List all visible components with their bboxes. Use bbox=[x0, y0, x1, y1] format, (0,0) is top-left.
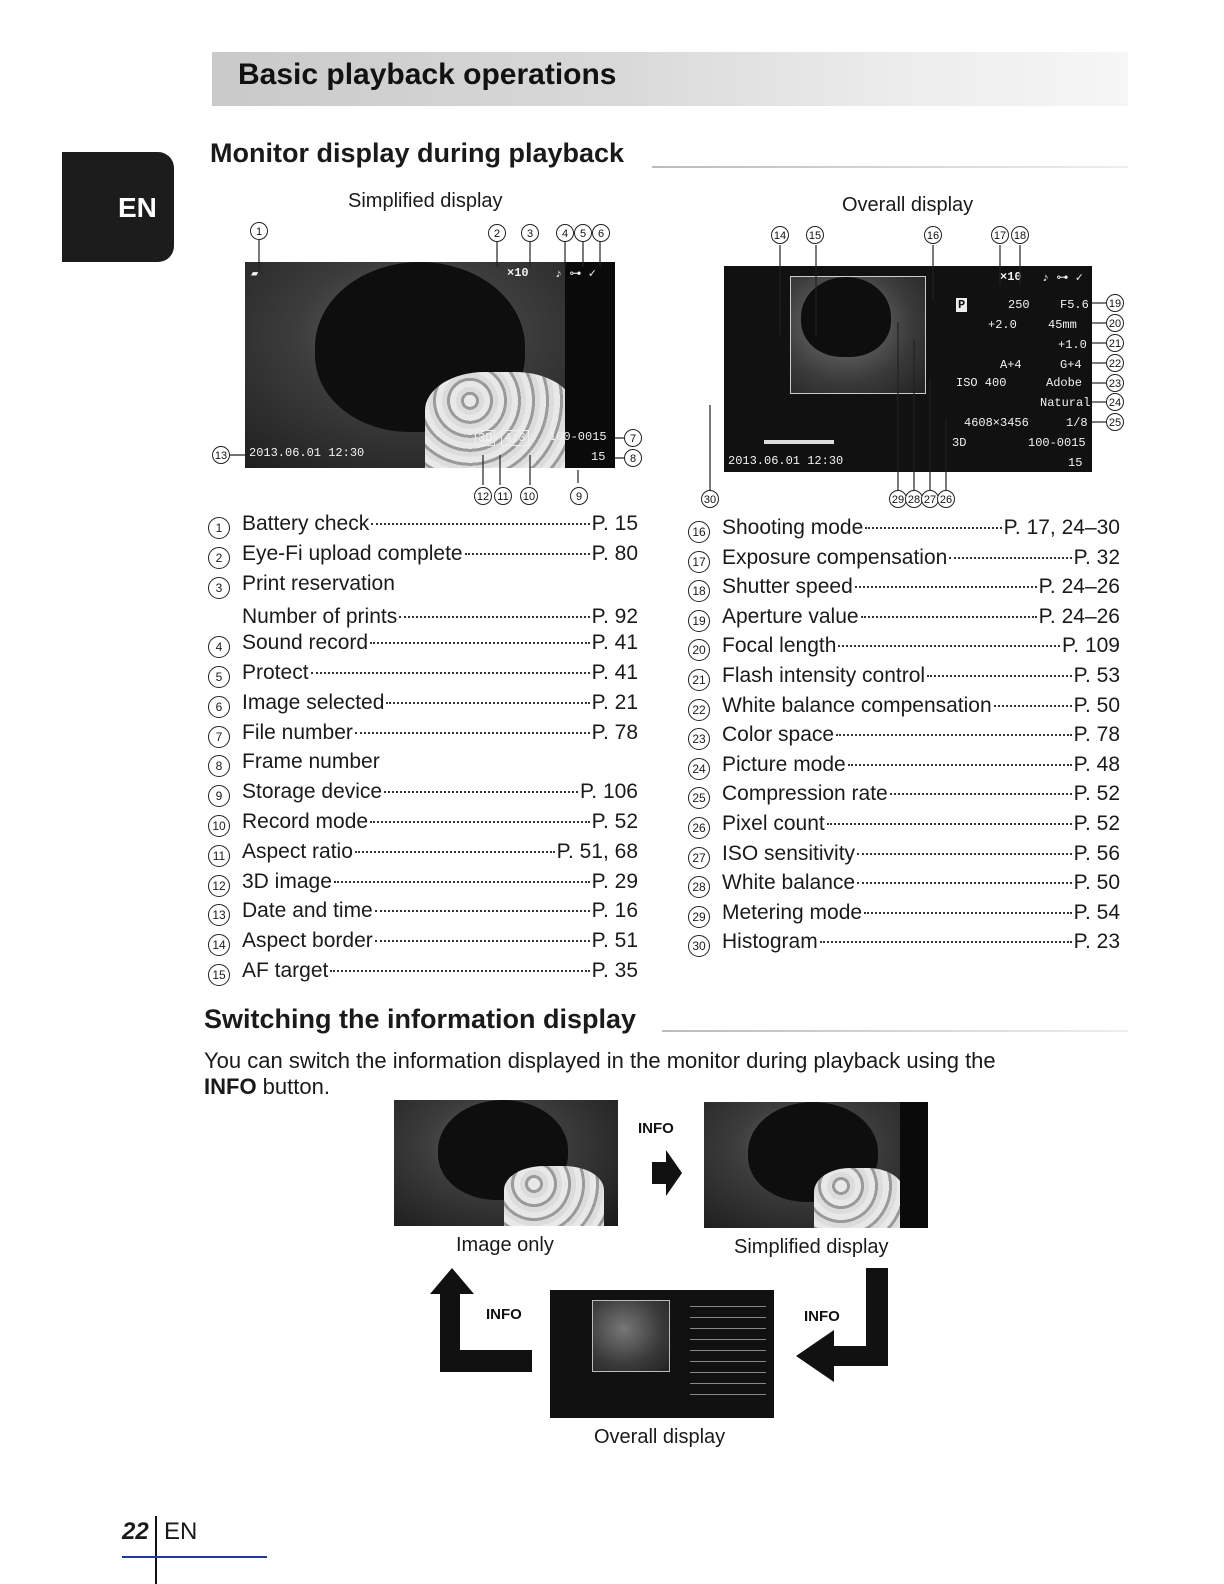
left-list-number: 1 bbox=[208, 517, 230, 539]
footer-divider bbox=[155, 1516, 157, 1584]
overall-protect-icon: ♪ ⊶ ✓ bbox=[1042, 271, 1083, 285]
info-label-right: INFO bbox=[804, 1308, 840, 1325]
right-list-item bbox=[688, 723, 1120, 748]
right-list-label: Histogram bbox=[722, 930, 818, 954]
footer-lang: EN bbox=[164, 1518, 198, 1545]
right-list-leader-dots bbox=[820, 941, 1072, 943]
simplified-date: 2013.06.01 12:30 bbox=[249, 446, 365, 460]
overall-thumb-image bbox=[592, 1300, 670, 1372]
simplified-thumb-caption: Simplified display bbox=[734, 1236, 889, 1258]
overall-frame-number: 15 bbox=[1068, 456, 1083, 470]
callout-30: 30 bbox=[701, 490, 719, 508]
language-tab bbox=[62, 152, 174, 262]
right-list-item bbox=[688, 694, 1120, 719]
left-list-label: Number of prints bbox=[242, 605, 398, 629]
right-list-label: Shutter speed bbox=[722, 575, 853, 599]
simplified-thumb-dress bbox=[814, 1168, 904, 1228]
right-list-label: Aperture value bbox=[722, 604, 859, 628]
right-list-number: 21 bbox=[688, 669, 710, 691]
right-list-number: 19 bbox=[688, 610, 710, 632]
overall-print-count: ×10 bbox=[1000, 270, 1022, 284]
left-list-item bbox=[208, 691, 638, 716]
left-list-item bbox=[208, 572, 638, 597]
right-list-label: White balance bbox=[722, 871, 856, 895]
left-list-page-ref: P. 41 bbox=[591, 631, 638, 655]
protect-icon: ♪ ⊶ ✓ bbox=[555, 267, 596, 281]
left-list-page-ref: P. 41 bbox=[591, 661, 638, 684]
left-list-number: 2 bbox=[208, 547, 230, 569]
right-list-leader-dots bbox=[864, 912, 1072, 914]
callout-23: 23 bbox=[1106, 374, 1124, 392]
left-list-item bbox=[208, 780, 638, 805]
right-list-leader-dots bbox=[927, 675, 1072, 677]
callout-17: 17 bbox=[991, 226, 1009, 244]
simplified-file-number: 100-0015 bbox=[549, 430, 607, 444]
left-list-label: Aspect border bbox=[242, 929, 373, 953]
right-list-label: White balance compensation bbox=[722, 693, 992, 717]
right-list-number: 30 bbox=[688, 935, 710, 957]
left-list-item bbox=[208, 959, 638, 984]
right-list-label: Flash intensity control bbox=[722, 664, 926, 687]
left-list-leader-dots bbox=[370, 821, 590, 823]
callout-13: 13 bbox=[212, 446, 230, 464]
right-list-item bbox=[688, 901, 1120, 926]
left-list-label: Protect bbox=[242, 661, 309, 684]
overall-exposure-comp: +2.0 bbox=[988, 318, 1017, 332]
image-only-screen bbox=[394, 1100, 618, 1226]
overall-flash: +1.0 bbox=[1058, 338, 1087, 352]
callout-18: 18 bbox=[1011, 226, 1029, 244]
callout-19: 19 bbox=[1106, 294, 1124, 312]
right-list-number: 24 bbox=[688, 758, 710, 780]
overall-thumb-screen bbox=[550, 1290, 774, 1418]
right-list-leader-dots bbox=[949, 557, 1071, 559]
left-list-number: 7 bbox=[208, 726, 230, 748]
image-only-dress bbox=[504, 1166, 604, 1226]
callout-11: 11 bbox=[494, 487, 512, 505]
page-title: Basic playback operations bbox=[238, 58, 617, 91]
right-list-leader-dots bbox=[857, 882, 1072, 884]
overall-aperture: F5.6 bbox=[1060, 298, 1089, 312]
right-list-item bbox=[688, 782, 1120, 807]
right-list-leader-dots bbox=[857, 853, 1072, 855]
left-list-label: Battery check bbox=[242, 512, 370, 535]
right-list-page-ref: P. 52 bbox=[1073, 782, 1120, 806]
footer-rule bbox=[122, 1556, 267, 1558]
left-list-number: 4 bbox=[208, 636, 230, 658]
left-list-item bbox=[208, 542, 638, 567]
right-list-item bbox=[688, 634, 1120, 659]
left-list-number: 12 bbox=[208, 875, 230, 897]
right-list-page-ref: P. 24–26 bbox=[1038, 604, 1120, 628]
left-list-leader-dots bbox=[375, 940, 590, 942]
left-list-leader-dots bbox=[355, 851, 555, 853]
left-list-leader-dots bbox=[370, 642, 590, 644]
simplified-print-count: ×10 bbox=[507, 266, 529, 280]
left-list-page-ref: P. 78 bbox=[591, 720, 638, 744]
overall-display-caption: Overall display bbox=[842, 194, 974, 216]
right-list-label: Shooting mode bbox=[722, 516, 864, 539]
right-list-item bbox=[688, 871, 1120, 896]
right-list-label: Metering mode bbox=[722, 900, 863, 924]
right-list-page-ref: P. 56 bbox=[1073, 841, 1120, 865]
info-label-top: INFO bbox=[638, 1120, 674, 1137]
overall-thumb-info bbox=[690, 1300, 766, 1400]
right-list-number: 25 bbox=[688, 787, 710, 809]
switching-text-line2 bbox=[204, 1074, 330, 1100]
callout-2: 2 bbox=[488, 224, 506, 242]
right-list-leader-dots bbox=[994, 705, 1072, 707]
battery-icon: ▰ bbox=[251, 267, 259, 281]
overall-picture-mode: Natural bbox=[1040, 396, 1091, 410]
simplified-thumb-screen bbox=[704, 1102, 928, 1228]
left-list-label: Image selected bbox=[242, 690, 385, 714]
callout-9: 9 bbox=[570, 487, 588, 505]
overall-compression: 1/8 bbox=[1066, 416, 1088, 430]
right-list-number: 26 bbox=[688, 817, 710, 839]
callout-16: 16 bbox=[924, 226, 942, 244]
right-list-leader-dots bbox=[836, 734, 1072, 736]
left-list-label: Storage device bbox=[242, 780, 383, 804]
callout-4: 4 bbox=[556, 224, 574, 242]
right-list-leader-dots bbox=[838, 645, 1060, 647]
left-list-leader-dots bbox=[334, 881, 590, 883]
right-list-number: 22 bbox=[688, 699, 710, 721]
callout-7: 7 bbox=[624, 429, 642, 447]
page-number: 22 bbox=[122, 1518, 149, 1545]
left-list-number: 9 bbox=[208, 785, 230, 807]
overall-date: 2013.06.01 12:30 bbox=[728, 454, 844, 468]
arrow-right-icon bbox=[650, 1148, 684, 1198]
overall-wb-g: G+4 bbox=[1060, 358, 1082, 372]
overall-callout-lines bbox=[700, 225, 1140, 515]
left-list-label: Print reservation bbox=[242, 571, 395, 595]
left-list-item bbox=[208, 899, 638, 924]
right-list-label: Picture mode bbox=[722, 752, 846, 776]
left-list-label: Record mode bbox=[242, 810, 369, 833]
right-list-leader-dots bbox=[861, 616, 1037, 618]
left-list-item bbox=[208, 810, 638, 835]
callout-14: 14 bbox=[771, 226, 789, 244]
left-list-item bbox=[208, 661, 638, 686]
right-list-leader-dots bbox=[827, 823, 1072, 825]
callout-28: 28 bbox=[905, 490, 923, 508]
callout-10: 10 bbox=[520, 487, 538, 505]
right-list-label: Focal length bbox=[722, 634, 837, 658]
left-list-leader-dots bbox=[399, 616, 589, 618]
right-list-number: 18 bbox=[688, 580, 710, 602]
left-list-leader-dots bbox=[386, 702, 589, 704]
right-list-number: 20 bbox=[688, 639, 710, 661]
left-list-item bbox=[208, 840, 638, 865]
left-list-leader-dots bbox=[375, 910, 590, 912]
left-list-label: Date and time bbox=[242, 899, 373, 923]
left-list-page-ref: P. 15 bbox=[591, 512, 638, 535]
right-list-label: Color space bbox=[722, 723, 835, 747]
left-list-item bbox=[208, 601, 638, 629]
callout-3: 3 bbox=[521, 224, 539, 242]
callout-1: 1 bbox=[250, 222, 268, 240]
overall-file-number: 100-0015 bbox=[1028, 436, 1086, 450]
right-list-page-ref: P. 48 bbox=[1073, 752, 1120, 776]
left-list-label: Eye-Fi upload complete bbox=[242, 541, 463, 565]
left-list-label: File number bbox=[242, 720, 353, 744]
callout-21: 21 bbox=[1106, 334, 1124, 352]
callout-25: 25 bbox=[1106, 413, 1124, 431]
left-list-page-ref: P. 16 bbox=[591, 899, 638, 923]
callout-29: 29 bbox=[889, 490, 907, 508]
image-only-caption: Image only bbox=[456, 1234, 554, 1256]
right-list-page-ref: P. 52 bbox=[1073, 812, 1120, 835]
left-list-item bbox=[208, 512, 638, 537]
right-list-page-ref: P. 32 bbox=[1073, 545, 1120, 569]
left-list-item bbox=[208, 870, 638, 895]
left-list-leader-dots bbox=[384, 791, 578, 793]
left-list-leader-dots bbox=[355, 732, 590, 734]
right-list-number: 28 bbox=[688, 876, 710, 898]
right-list-label: Pixel count bbox=[722, 812, 825, 835]
right-list-page-ref: P. 54 bbox=[1073, 900, 1120, 924]
left-list-page-ref: P. 35 bbox=[591, 959, 638, 982]
left-list-page-ref: P. 51 bbox=[591, 929, 638, 953]
overall-pixel-count: 4608×3456 bbox=[964, 416, 1029, 430]
left-list-page-ref: P. 106 bbox=[579, 780, 638, 804]
left-list-number: 14 bbox=[208, 934, 230, 956]
right-list-item bbox=[688, 930, 1120, 955]
left-list-page-ref: P. 29 bbox=[591, 869, 638, 893]
left-list-item bbox=[208, 721, 638, 746]
left-list-item bbox=[208, 750, 638, 775]
language-tab-label: EN bbox=[118, 192, 157, 223]
right-list-page-ref: P. 50 bbox=[1073, 871, 1120, 895]
right-list-label: Exposure compensation bbox=[722, 545, 948, 569]
overall-shutter: 250 bbox=[1008, 298, 1030, 312]
overall-focal-length: 45mm bbox=[1048, 318, 1077, 332]
right-list-label: ISO sensitivity bbox=[722, 841, 856, 865]
right-list-page-ref: P. 23 bbox=[1073, 930, 1120, 954]
right-list-item bbox=[688, 753, 1120, 778]
overall-3d: 3D bbox=[952, 436, 967, 450]
left-list-page-ref: P. 21 bbox=[591, 690, 638, 714]
right-list-item bbox=[688, 842, 1120, 867]
callout-24: 24 bbox=[1106, 393, 1124, 411]
left-list-page-ref: P. 52 bbox=[591, 810, 638, 833]
right-list-item bbox=[688, 664, 1120, 689]
callout-20: 20 bbox=[1106, 314, 1124, 332]
callout-26: 26 bbox=[937, 490, 955, 508]
section-rule-2 bbox=[662, 1030, 1128, 1032]
right-list-leader-dots bbox=[865, 527, 1001, 529]
left-list-leader-dots bbox=[465, 553, 590, 555]
switching-text-rest: button. bbox=[256, 1074, 330, 1099]
right-list-page-ref: P. 78 bbox=[1073, 723, 1120, 747]
callout-6: 6 bbox=[592, 224, 610, 242]
right-list-label: Compression rate bbox=[722, 782, 888, 806]
simplified-thumb-bar bbox=[900, 1102, 928, 1228]
right-list-item bbox=[688, 546, 1120, 571]
overall-color-space: Adobe bbox=[1046, 376, 1083, 390]
left-list-label: Aspect ratio bbox=[242, 839, 353, 863]
right-list-page-ref: P. 50 bbox=[1073, 693, 1120, 717]
left-list-number: 10 bbox=[208, 815, 230, 837]
right-list-number: 16 bbox=[688, 521, 710, 543]
left-list-number: 15 bbox=[208, 964, 230, 986]
info-button-label: INFO bbox=[204, 1074, 257, 1099]
left-list-page-ref: P. 92 bbox=[591, 605, 638, 629]
right-list-page-ref: P. 53 bbox=[1073, 664, 1120, 687]
left-list-number: 13 bbox=[208, 904, 230, 926]
left-list-label: AF target bbox=[242, 959, 329, 982]
simplified-display-caption: Simplified display bbox=[348, 190, 503, 212]
simplified-callout-lines bbox=[200, 215, 660, 515]
switching-text-line1: You can switch the information displayed in the monitor during playback using the bbox=[204, 1048, 996, 1073]
section-title-monitor: Monitor display during playback bbox=[210, 138, 625, 168]
left-list-number: 3 bbox=[208, 577, 230, 599]
arrow-down-left-icon bbox=[794, 1266, 894, 1386]
info-label-left: INFO bbox=[486, 1306, 522, 1323]
left-list-number: 8 bbox=[208, 755, 230, 777]
left-list-page-ref: P. 80 bbox=[591, 541, 638, 565]
callout-27: 27 bbox=[921, 490, 939, 508]
left-list-leader-dots bbox=[311, 672, 590, 674]
right-list-number: 27 bbox=[688, 847, 710, 869]
left-list-item bbox=[208, 631, 638, 656]
right-list-item bbox=[688, 605, 1120, 630]
right-list-page-ref: P. 109 bbox=[1061, 634, 1120, 658]
right-list-page-ref: P. 17, 24–30 bbox=[1003, 516, 1120, 539]
overall-iso: ISO 400 bbox=[956, 376, 1007, 390]
section-title-switching: Switching the information display bbox=[204, 1004, 637, 1034]
left-list-page-ref: P. 51, 68 bbox=[556, 839, 638, 863]
right-list-item bbox=[688, 575, 1120, 600]
left-list-item bbox=[208, 929, 638, 954]
left-list-leader-dots bbox=[330, 970, 589, 972]
left-list-leader-dots bbox=[371, 523, 589, 525]
right-list-number: 29 bbox=[688, 906, 710, 928]
left-list-label: 3D image bbox=[242, 869, 332, 893]
right-list-leader-dots bbox=[890, 793, 1072, 795]
overall-thumb-caption: Overall display bbox=[594, 1426, 726, 1448]
left-list-number: 5 bbox=[208, 666, 230, 688]
simplified-frame-number: 15 bbox=[591, 450, 606, 464]
callout-15: 15 bbox=[806, 226, 824, 244]
right-list-leader-dots bbox=[848, 764, 1072, 766]
callout-5: 5 bbox=[574, 224, 592, 242]
callout-22: 22 bbox=[1106, 354, 1124, 372]
left-list-label: Sound record bbox=[242, 631, 369, 655]
simplified-3d-badge: 3D bbox=[475, 430, 495, 446]
right-list-leader-dots bbox=[855, 586, 1037, 588]
left-list-label: Frame number bbox=[242, 750, 380, 774]
callout-8: 8 bbox=[624, 449, 642, 467]
overall-shooting-mode: P bbox=[958, 298, 966, 312]
overall-wb-a: A+4 bbox=[1000, 358, 1022, 372]
simplified-aspect-badge: 4:3 bbox=[501, 430, 529, 446]
callout-12: 12 bbox=[474, 487, 492, 505]
right-list-item bbox=[688, 812, 1120, 837]
left-list-number: 6 bbox=[208, 696, 230, 718]
right-list-item bbox=[688, 516, 1120, 541]
right-list-page-ref: P. 24–26 bbox=[1038, 575, 1120, 599]
section-rule bbox=[652, 166, 1128, 168]
right-list-number: 23 bbox=[688, 728, 710, 750]
right-list-number: 17 bbox=[688, 551, 710, 573]
left-list-number: 11 bbox=[208, 845, 230, 867]
